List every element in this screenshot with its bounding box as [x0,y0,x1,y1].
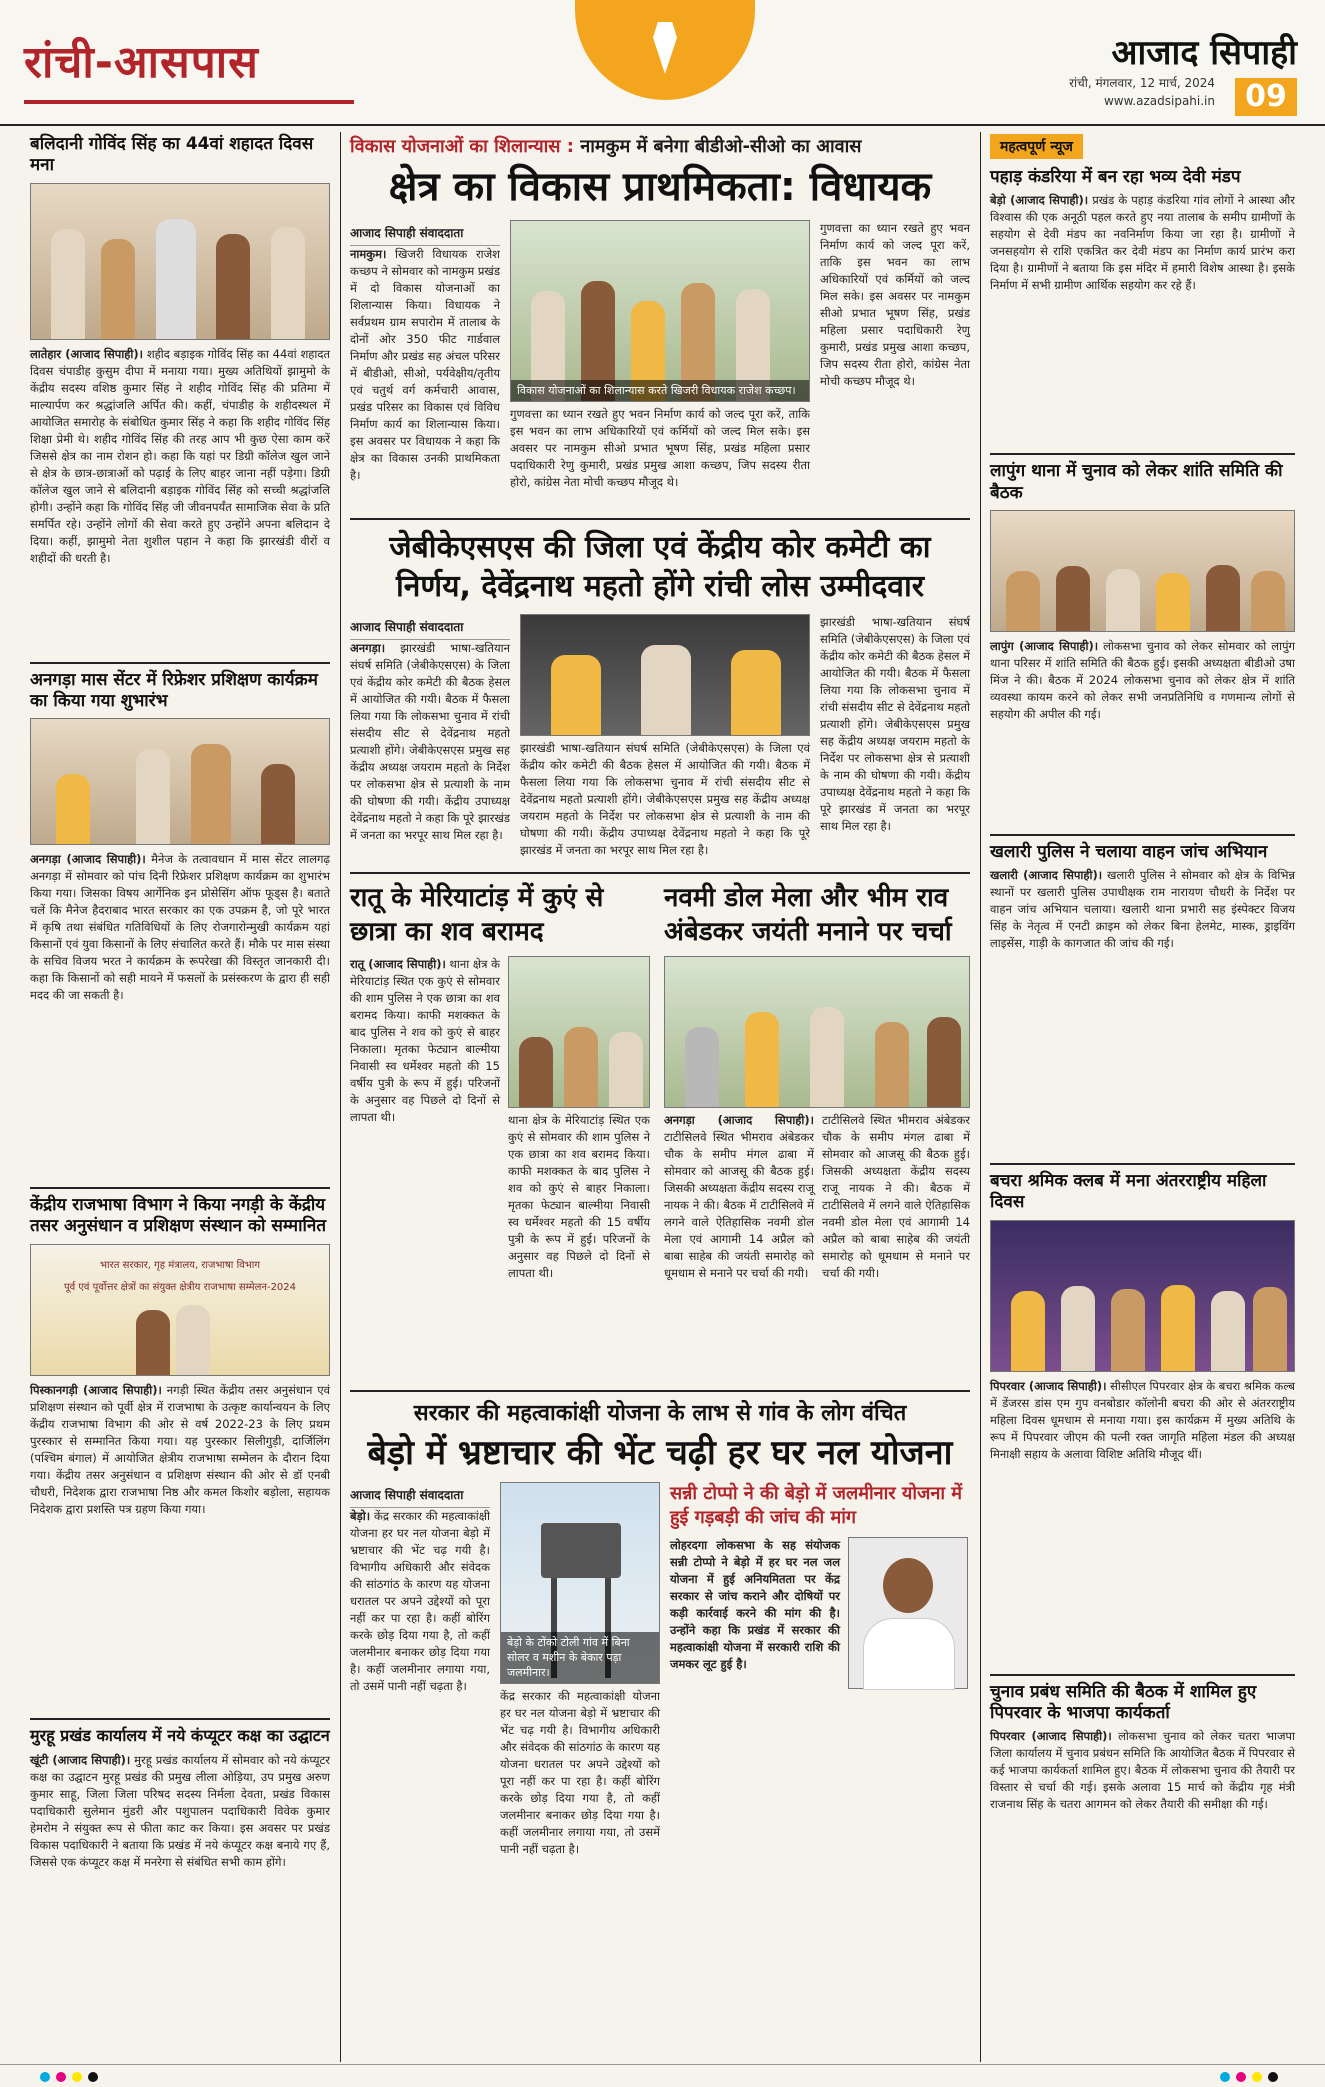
story-separator [30,1718,330,1720]
story-body: खिजरी विधायक राजेश कच्छप ने सोमवार को नामकुम प्रखंड में दो विकास योजनाओं का शिलान्यास किया। विधायक ने सर्वप्रथम ग्राम सपारोम में तालाब के दोनों ओर 350 फीट गार्डवाल निर्माण और प्रखंड सह अंचल परिसर में बीडीओ, सीओ, पर्यवेक्षीय/तृतीय एवं चतुर्थ वर्ग कर्मचारी आवास, प्रखंड परिसर का विकास एवं विविध निर्माण कार्य का शिलान्यास किया। इस अवसर पर विधायक ने कहा कि क्षेत्र का विकास उनकी प्राथमिकता है। [350,247,501,482]
headline-murhu-computer-room: मुरहू प्रखंड कार्यालय में नये कंप्यूटर कक्ष का उद्घाटन [30,1725,330,1745]
story-body: झारखंडी भाषा-खतियान संघर्ष समिति (जेबीकेएसएस) के जिला एवं केंद्रीय कोर कमेटी की बैठक हेसल में आयोजित की गयी। बैठक में फैसला लिया गया कि लोकसभा चुनाव में रांची संसदीय सीट से देवेंद्रनाथ महतो प्रत्याशी होंगे। जेबीकेएसएस प्रमुख सह केंद्रीय अध्यक्ष जयराम महतो के निर्देश पर लोकसभा क्षेत्र से प्रत्याशी के नाम की घोषणा की गयी। केंद्रीय उपाध्यक्ष देवेंद्रनाथ महतो ने कहा कि पूरे झारखंड में जनता का भरपूर साथ मिल रहा है। [350,641,510,842]
pen-nib-emblem-icon [575,0,755,100]
water-story [350,1482,970,1856]
page-number: 09 [1235,78,1297,116]
black-dot-icon [88,2072,98,2082]
story-separator [30,662,330,664]
cyan-dot-icon [40,2072,50,2082]
photo-womens-day-stage [990,1220,1295,1372]
headline-womens-day: बचरा श्रमिक क्लब में मना अंतरराष्ट्रीय महिला दिवस [990,1171,1267,1213]
story-body: थाना क्षेत्र के मेरियाटांड़ स्थित एक कुएं से सोमवार की शाम पुलिस ने एक छात्रा का शव बरामद किया। काफी मशक्कत के बाद पुलिस ने शव को कुएं से बाहर निकाला। मृतका फेट्यान बाल्मीया निवासी स्व धर्मेश्वर महतो की 15 वर्षीय पुत्री के रूप में हुई। परिजनों के अनुसार वह पिछले दो दिनों से लापता थी। [508,1112,650,1280]
water-kicker-headline: सरकार की महत्वाकांक्षी योजना के लाभ से गांव के लोग वंचित [413,1401,907,1426]
dateline: पिपरवार (आजाद सिपाही)। [990,1378,1107,1393]
story-separator [990,1674,1295,1676]
two-story-row [350,882,970,1382]
story-body: लोकसभा चुनाव को लेकर सोमवार को लापुंग थाना परिसर में शांति समिति की बैठक हुई। इसकी अध्यक्षता बीडीओ उषा मिंज ने की। बैठक में 2024 लोकसभा चुनाव को लेकर क्षेत्र में शांति व्यवस्था कायम करने को लेकर सभी जनप्रतिनिधि व गणमान्य लोगों से सहयोग की अपील की गई। [990,638,1295,721]
photo-jbkss-leaders [520,614,810,736]
banner-text: पूर्व एवं पूर्वोत्तर क्षेत्रों का संयुक्त क्षेत्रीय राजभाषा सम्मेलन-2024 [63,1281,297,1293]
photo-martyr-tribute [30,183,330,340]
dateline: लातेहार (आजाद सिपाही)। [30,346,144,361]
story-body: नगड़ी स्थित केंद्रीय तसर अनुसंधान एवं प्रशिक्षण संस्थान को पूर्वी क्षेत्र में राजभाषा के उत्कृष्ट कार्यान्वयन के लिए केंद्रीय राजभाषा विभाग की ओर से वर्ष 2022-23 के लिए प्रथम पुरस्कार से सम्मानित किया गया। यह पुरस्कार सिलीगुड़ी, दार्जिलिंग (पश्चिम बंगाल) में आयोजित क्षेत्रीय राजभाषा सम्मेलन के दौरान दिया गया। केंद्रीय तसर अनुसंधान व प्रशिक्षण संस्थान की ओर से डॉ एनबी चौधरी, निदेशक द्वारा राजभाषा निष्ठ और कमल किशोर बड़ोला, सहायक निदेशक द्वारा प्रशस्ति पत्र ग्रहण किया गया। [30,1382,331,1516]
story-body: खलारी पुलिस ने सोमवार को क्षेत्र के विभिन्न स्थानों पर खलारी पुलिस उपाधीक्षक राम नारायण चौधरी के निर्देश पर वाहन जांच अभियान चलाया। खलारी थाना प्रभारी सह इंस्पेक्टर विजय सिंह के नेतृत्व में एनटी क्राइम को लेकर बिना हेलमेट, मास्क, ड्राइविंग लाइसेंस, गाड़ी के कागजात की जांच की गई। [990,868,1296,950]
photo-caption: विकास योजनाओं का शिलान्यास करते खिजरी विधायक राजेश कच्छप। [511,380,809,401]
photo-well-crowd [508,956,650,1108]
story-body: केंद्र सरकार की महत्वाकांक्षी योजना हर घर नल योजना बेड़ो में भ्रष्टाचार की भेंट चढ़ गयी है। विभागीय अधिकारी और संवेदक की सांठगांठ के कारण यह योजना धरातल पर अपने उद्देश्यों को पूरा नहीं कर पा रहा है। कहीं बोरिंग करके छोड़ दिया गया है, तो कहीं जलमीनार बनाकर छोड़ दिया गया है। कहीं जलमीनार लगाया गया, तो उसमें पानी नहीं चढ़ता है। [500,1689,660,1856]
story-body: झारखंडी भाषा-खतियान संघर्ष समिति (जेबीकेएसएस) के जिला एवं केंद्रीय कोर कमेटी की बैठक हेसल में आयोजित की गयी। बैठक में फैसला लिया गया कि लोकसभा चुनाव में रांची संसदीय सीट से देवेंद्रनाथ महतो प्रत्याशी होंगे। जेबीकेएसएस प्रमुख सह केंद्रीय अध्यक्ष जयराम महतो के निर्देश पर लोकसभा क्षेत्र से प्रत्याशी के नाम की घोषणा की गयी। केंद्रीय उपाध्यक्ष देवेंद्रनाथ महतो ने कहा कि पूरे झारखंड में जनता का भरपूर साथ मिल रहा है। [520,741,810,857]
dateline: लापुंग (आजाद सिपाही)। [990,638,1099,653]
dateline: अनगड़ा (आजाद सिपाही)। [30,852,146,866]
story-body: गुणवत्ता का ध्यान रखते हुए भवन निर्माण कार्य को जल्द पूरा करें, ताकि इस भवन का लाभ अधिकारियों एवं कर्मियों को जल्द मिल सके। इस अवसर पर नामकुम सीओ प्रभात भूषण सिंह, प्रखंड महिला प्रसार पदाधिकारी रेणु कुमारी, प्रखंड प्रमुख आशा कच्छप, जिप सदस्य रीता होरो, कांग्रेस नेता मोची कच्छप मौजूद थे। [820,221,970,388]
story-body: मुरहू प्रखंड कार्यालय में सोमवार को नये कंप्यूटर कक्ष का उद्घाटन मुरहू प्रखंड की प्रमुख लीला ओड़िया, उप प्रमुख अरुण कुमार साहू, जिला जिला परिषद सदस्य निर्मला देवता, प्रखंड विकास पदाधिकारी सुलेमान मुंडरी और पशुपालन पदाधिकारी विवेक कुमार हेमरोम ने संयुक्त रूप से फीता काट कर किया। इस अवसर पर प्रखंड विकास पदाधिकारी ने बताया कि प्रखंड में नये कंप्यूटर कक्ष बनाये गए हैं, जिससे एक कंप्यूटर कक्ष में मनरेगा से संबंधित सभी काम होंगे। [30,1752,330,1869]
column-divider [980,132,981,2062]
dateline: रातू (आजाद सिपाही)। [350,956,446,971]
left-column [30,134,330,2054]
kicker-line [350,134,970,158]
story-body: सीसीएल पिपरवार क्षेत्र के बचरा श्रमिक कल्ब में डेंजरस डांस एम गुप वनबोडार कॉलोनी बचरा की ओर से अंतरराष्ट्रीय महिला दिवस धूमधाम से मनाया गया। इस कार्यक्रम में मुख्य अतिथि के रूप में पिपरवार जीएम की पत्नी रक्त जागृति महिला मंडल की अध्यक्ष मिनाक्षी सहाय के अलावा विशिष्ट अतिथि मौजूद थीं। [990,1378,1296,1461]
cyan-dot-icon [1220,2072,1230,2082]
footer-registration-bar [0,2064,1325,2087]
dateline: बेड़ो (आजाद सिपाही)। [990,193,1089,208]
story-body: टाटीसिलवे स्थित भीमराव अंबेडकर चौक के समीप मंगल ढाबा में सोमवार को आजसू की बैठक हुई। जिसकी अध्यक्षता केंद्रीय सदस्य राजू नायक ने की। बैठक में टाटीसिलवे में लगने वाले ऐतिहासिक नवमी डोल मेला एवं आगामी 14 अप्रैल को बाबा साहेब की जयंती समारोह को धूमधाम से मनाने पर चर्चा की गयी। [822,1112,970,1280]
dateline: अनगड़ा (आजाद सिपाही)। [664,1112,814,1127]
section-tag: महत्वपूर्ण न्यूज [990,134,1083,159]
center-column [350,134,970,2054]
date-line: रांची, मंगलवार, 12 मार्च, 2024 [1069,76,1215,90]
photo-rajbhasha-banner [30,1244,330,1376]
story-body: टाटीसिलवे स्थित भीमराव अंबेडकर चौक के समीप मंगल ढाबा में सोमवार को आजसू की बैठक हुई। जिसकी अध्यक्षता केंद्रीय सदस्य राजू नायक ने की। बैठक में टाटीसिलवे में लगने वाले ऐतिहासिक नवमी डोल मेला एवं आगामी 14 अप्रैल को बाबा साहेब की जयंती समारोह को धूमधाम से मनाने पर चर्चा की गयी। [664,1129,814,1280]
photo-foundation-stone [510,220,810,402]
water-lead-headline: बेड़ो में भ्रष्टाचार की भेंट चढ़ी हर घर नल योजना [367,1432,953,1473]
dateline: अनगड़ा। [350,641,386,655]
story-separator [990,1163,1295,1165]
photo-ajsu-meeting [664,956,970,1108]
headline-devi-mandap: पहाड़ कंडरिया में बन रहा भव्य देवी मंडप [990,167,1241,187]
photo-sunny-toppo [848,1537,968,1689]
paper-name: आजाद सिपाही [1111,33,1297,73]
website: www.azadsipahi.in [1103,94,1215,108]
story-body: शहीद बड़ाइक गोविंद सिंह का 44वां शहादत दिवस चंपाडीह कुसुम दीपा में मनाया गया। मुख्य अतिथियों झामुमो के केंद्रीय सदस्य वशिष्ठ कुमार सिंह ने शहीद गोविंद सिंह की प्रतिमा में माल्यार्पण कर श्रद्धांजलि अर्पित की। कहीं, चंपाडीह के शहीदस्थल में आयोजित समारोह के संबोधित कुमार सिंह ने कहा कि शहीद गोविंद सिंह शिक्षा प्रेमी थे। शहीद गोविंद सिंह की तरह आप भी कुछ ऐसा काम करें जिससे क्षेत्र का नाम रोशन हो। कहा कि यहां पर डिग्री कॉलेज खुल जाने से क्षेत्र के छात्र-छात्राओं को पढ़ाई के लिए बाहर जाना नहीं पड़ेगा। डिग्री कॉलेज खुल जाने से बलिदानी बड़ाइक गोविंद सिंह को सच्ची श्रद्धांजलि होगी। उन्होंने कहा कि गोविंद सिंह जी जीवनपर्यंत सामाजिक सेवा के प्रति समर्पित रहे। उन्होंने लोगों की सेवा करते हुए उन्होंने अपना बलिदान दे दिया। कहीं, झामुमो नेता शुशील पहान ने कहा कि झारखंडी वीरों व शहीदों की धरती है। [30,346,331,565]
story-separator [350,872,970,874]
yellow-dot-icon [1252,2072,1262,2082]
story-body: केंद्र सरकार की महत्वाकांक्षी योजना हर घर नल योजना बेड़ो में भ्रष्टाचार की भेंट चढ़ गयी है। विभागीय अधिकारी और संवेदक की सांठगांठ के कारण यह योजना धरातल पर अपने उद्देश्यों को पूरा नहीं कर पा रहा है। कहीं बोरिंग करके छोड़ दिया गया है, तो कहीं जलमीनार बनाकर छोड़ दिया गया है। कहीं जलमीनार लगाया गया, तो उसमें पानी नहीं चढ़ता है। [350,1509,490,1693]
section-title-rule [24,100,354,104]
dateline: खलारी (आजाद सिपाही)। [990,868,1103,882]
story-body: मैनेज के तत्वावधान में मास सेंटर लालगढ़ अनगड़ा में सोमवार को पांच दिनी रिफ्रेशर प्रशिक्षण कार्यक्रम का शुभारंभ किया गया। जिसका विषय आर्गेनिक इन प्रोसेसिंग ऑफ फूड्स है। बताते चलें कि मैनेज हैदराबाद भारत सरकार का एक उपक्रम है, जो पूरे भारत में कृषि तथा संबंधित गतिविधियों के लिए रोजगारोन्मुखी कार्यक्रम यहां किसानों एवं युवा किसानों के लिए संचालित करते हैं। मौके पर मास संस्था के सचिव विजय भरत ने कार्यक्रम के रूपरेखा की विस्तृत जानकारी दी। कहा कि किसानों को सही मायने में फसलों के प्रसंस्करण के द्वारा ही सही मदद की जा सकती है। [30,852,330,1002]
black-dot-icon [1268,2072,1278,2082]
photo-training-program [30,718,330,845]
lead-story [350,220,970,510]
headline-rajbhasha-award: केंद्रीय राजभाषा विभाग ने किया नगड़ी के केंद्रीय तसर अनुसंधान व प्रशिक्षण संस्थान को सम्मानित [30,1195,327,1237]
jbkss-headline: जेबीकेएसएस की जिला एवं केंद्रीय कोर कमेटी का निर्णय, देवेंद्रनाथ महतो होंगे रांची लोस उम्मीदवार [389,530,931,604]
story-body: झारखंडी भाषा-खतियान संघर्ष समिति (जेबीकेएसएस) के जिला एवं केंद्रीय कोर कमेटी की बैठक हेसल में आयोजित की गयी। बैठक में फैसला लिया गया कि लोकसभा चुनाव में रांची संसदीय सीट से देवेंद्रनाथ महतो प्रत्याशी होंगे। जेबीकेएसएस प्रमुख सह केंद्रीय अध्यक्ष जयराम महतो के निर्देश पर लोकसभा क्षेत्र से प्रत्याशी के नाम की घोषणा की गयी। केंद्रीय उपाध्यक्ष देवेंद्रनाथ महतो ने कहा कि पूरे झारखंड में जनता का भरपूर साथ मिल रहा है। [820,615,970,833]
headline-angara-training: अनगड़ा मास सेंटर में रिफ्रेशर प्रशिक्षण कार्यक्रम का किया गया शुभारंभ [30,669,318,711]
kicker-rest: नामकुम में बनेगा बीडीओ-सीओ का आवास [580,136,862,157]
story-body: थाना क्षेत्र के मेरियाटांड़ स्थित एक कुएं से सोमवार की शाम पुलिस ने एक छात्रा का शव बरामद किया। काफी मशक्कत के बाद पुलिस ने शव को कुएं से बाहर निकाला। मृतका फेट्यान बाल्मीया निवासी स्व धर्मेश्वर महतो की 15 वर्षीय पुत्री के रूप में हुई। परिजनों के अनुसार वह पिछले दो दिनों से लापता थी। [350,956,500,1124]
byline: आजाद सिपाही संवाददाता [350,614,510,640]
photo-caption: बेड़ो के टोंको टोली गांव में बिना सोलर व मशीन के बेकार पड़ा जलमीनार। [501,1632,659,1683]
jbkss-story [350,614,970,864]
dateline: नामकुम। [350,247,387,261]
kicker: विकास योजनाओं का शिलान्यास : [350,136,574,157]
magenta-dot-icon [56,2072,66,2082]
column-divider [340,132,341,2062]
yellow-dot-icon [72,2072,82,2082]
story-body: गुणवत्ता का ध्यान रखते हुए भवन निर्माण कार्य को जल्द पूरा करें, ताकि इस भवन का लाभ अधिकारियों एवं कर्मियों को जल्द मिल सके। इस अवसर पर नामकुम सीओ प्रभात भूषण सिंह, प्रखंड महिला प्रसार पदाधिकारी रेणु कुमारी, प्रखंड प्रमुख आशा कच्छप, जिप सदस्य रीता होरो, कांग्रेस नेता मोची कच्छप मौजूद थे। [510,407,810,489]
story-separator [990,834,1295,836]
headline-lapung-peace-meeting: लापुंग थाना में चुनाव को लेकर शांति समिति की बैठक [990,461,1283,503]
dateline: पिपरवार (आजाद सिपाही)। [990,1729,1112,1743]
dateline: बेड़ो। [350,1509,371,1523]
story-body: लोहरदगा लोकसभा के सह संयोजक सन्नी टोप्पो ने बेड़ो में हर घर नल जल योजना में हुई अनियमितता पर केंद्र सरकार से जांच कराने और दोषियों पर कड़ी कार्रवाई करने की मांग की है। उन्होंने कहा कि प्रखंड में सरकार की महत्वाकांक्षी योजना में सरकारी राशि की जमकर लूट हुई है। [670,1537,840,1671]
byline: आजाद सिपाही संवाददाता [350,220,500,246]
story-separator [30,1187,330,1189]
photo-water-tower [500,1482,660,1684]
headline-bjp-election-meeting: चुनाव प्रबंध समिति की बैठक में शामिल हुए पिपरवार के भाजपा कार्यकर्ता [990,1681,1257,1723]
headline-khalari-vehicle-check: खलारी पुलिस ने चलाया वाहन जांच अभियान [990,841,1268,862]
dateline: पिस्कानगड़ी (आजाद सिपाही)। [30,1382,162,1397]
story-body: लोकसभा चुनाव को लेकर चतरा भाजपा जिला कार्यालय में चुनाव प्रबंधन समिति कि आयोजित बैठक में पिपरवार से कई भाजपा कार्यकर्ता शामिल हुए। बैठक में लोकसभा चुनाव की तैयारी पर विस्तार से चर्चा की गई। इसके अलावा 15 मार्च को केंद्रीय गृह मंत्री राजनाथ सिंह के चतरा आगमन को लेकर तैयारी की समीक्षा की गई। [990,1729,1296,1811]
banner-text: भारत सरकार, गृह मंत्रालय, राजभाषा विभाग [100,1259,260,1271]
sunny-toppo-headline: सन्नी टोप्पो ने की बेड़ो में जलमीनार योजना में हुई गड़बड़ी की जांच की मांग [670,1483,963,1529]
byline: आजाद सिपाही संवाददाता [350,1482,490,1508]
story-body: प्रखंड के पहाड़ कंडरिया गांव लोगों ने आस्था और विश्वास की एक अनूठी पहल करते हुए नया तालाब के समीप ग्रामीणों के सहयोग से देवी मंडप का नवनिर्माण किया जा रहा है। ग्रामीणों ने जनसहयोग से राशि एकत्रित कर देवी मंडप का निर्माण कार्य प्रारंभ करा दिया है। ग्रामीणों ने बताया कि इस मंदिर में हमारी विशेष आस्था है। इसके निर्माण में सभी ग्रामीण आर्थिक सहयोग कर रहे हैं। [990,193,1296,293]
story-separator [350,518,970,520]
ratu-headline: रातू के मेरियाटांड़ में कुएं से छात्रा का शव बरामद [350,883,604,947]
story-separator [990,453,1295,455]
story-separator [350,1390,970,1392]
photo-peace-committee [990,510,1295,632]
headline-govind-singh: बलिदानी गोविंद सिंह का 44वां शहादत दिवस मना [30,134,314,176]
navmi-headline: नवमी डोल मेला और भीम राव अंबेडकर जयंती मनाने पर चर्चा [664,883,952,947]
masthead [0,0,1325,126]
lead-headline: क्षेत्र का विकास प्राथमिकता: विधायक [388,164,932,210]
magenta-dot-icon [1236,2072,1246,2082]
right-column [990,134,1295,2054]
dateline: खूंटी (आजाद सिपाही)। [30,1752,131,1767]
section-title: रांची-आसपास [24,37,259,88]
